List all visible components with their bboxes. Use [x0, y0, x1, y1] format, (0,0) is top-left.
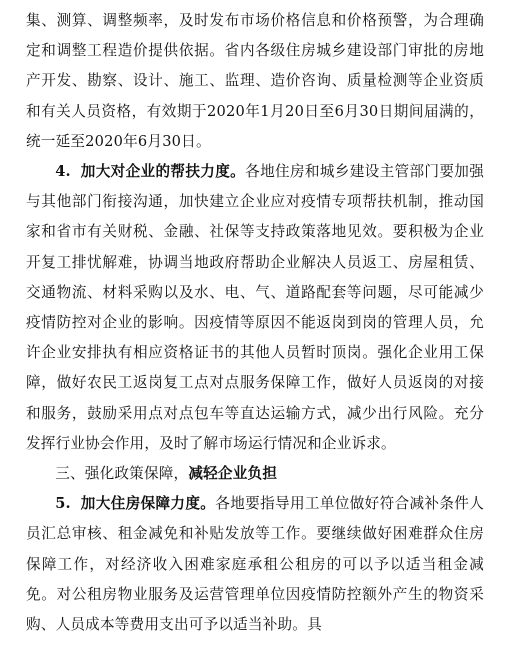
item-5-title: 加大住房保障力度。 [80, 495, 216, 513]
section-3-bold: 减轻企业负担 [188, 465, 278, 483]
section-3-number: 三、 [55, 465, 85, 483]
item-5-number: 5. [55, 495, 71, 513]
paragraph-item-4 [26, 157, 484, 459]
item-4-body: 各地住房和城乡建设主管部门要加强与其他部门衔接沟通，加快建立企业应对疫情专项帮扶机制，推动国家和省市有关财税、金融、社保等支持政策落地见效。要积极为企业开复工排忧解难，协调当地政府帮助企业解决人员返工、房屋租赁、交通物流、材料采购以及水、电、气、道路配套等问题，尽可能减少疫情防控对企业的影响。因疫情等原因不能返岗到岗的管理人员，允许企业安排执有相应资格证书的其他人员暂时顶岗。强化企业用工保障，做好农民工返岗复工点对点服务保障工作，做好人员返岗的对接和服务，鼓励采用点对点包车等直达运输方式，减少出行风险。充分发挥行业协会作用，及时了解市场运行情况和企业诉求。 [26, 163, 484, 452]
paragraph-continued-text: 集、测算、调整频率，及时发布市场价格信息和价格预警，为合理确定和调整工程造价提供依据。省内各级住房城乡建设部门审批的房地产开发、勘察、设计、施工、监理、造价咨询、质量检测等企业资质和有关人员资格，有效期于2020年1月20日至6月30日期间届满的，统一延至2020年6月30日。 [26, 12, 484, 150]
paragraph-item-5 [26, 489, 484, 640]
section-heading-3 [26, 459, 484, 489]
section-3-plain: 强化政策保障， [84, 465, 189, 483]
item-4-title: 加大对企业的帮扶力度。 [80, 163, 246, 181]
document-body [26, 6, 484, 640]
paragraph-continued [26, 6, 484, 157]
item-5-body: 各地要指导用工单位做好符合减补条件人员汇总审核、租金减免和补贴发放等工作。要继续做好困难群众住房保障工作，对经济收入困难家庭承租公租房的可以予以适当租金减免。对公租房物业服务及运营管理单位因疫情防控额外产生的物资采购、人员成本等费用支出可予以适当补助。具 [26, 495, 484, 634]
item-4-number: 4. [55, 163, 71, 181]
